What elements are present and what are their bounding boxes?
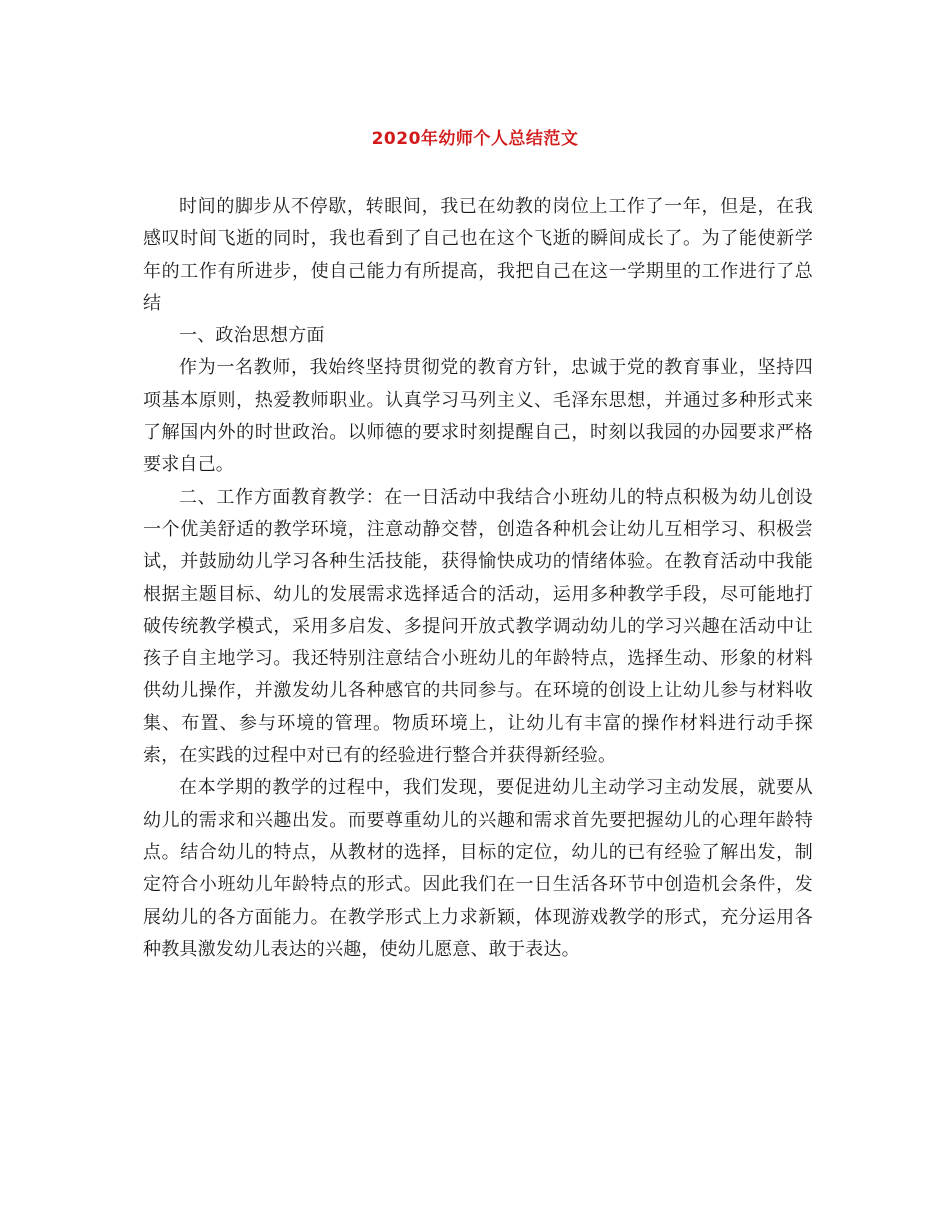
paragraph-work-teaching: 二、工作方面教育教学：在一日活动中我结合小班幼儿的特点积极为幼儿创设一个优美舒适的教学环境，注意动静交替，创造各种机会让幼儿互相学习、积极尝试，并鼓励幼儿学习各种生活技能，获得愉快成功的情绪体验。在教育活动中我能根据主题目标、幼儿的发展需求选择适合的活动，运用多种教学手段，尽可能地打破传统教学模式，采用多启发、多提问开放式教学调动幼儿的学习兴趣在活动中让孩子自主地学习。我还特别注意结合小班幼儿的年龄特点，选择生动、形象的材料供幼儿操作，并激发幼儿各种感官的共同参与。在环境的创设上让幼儿参与材料收集、布置、参与环境的管理。物质环境上，让幼儿有丰富的操作材料进行动手探索，在实践的过程中对已有的经验进行整合并获得新经验。: [143, 486, 813, 767]
paragraph-semester-reflection: 在本学期的教学的过程中，我们发现，要促进幼儿主动学习主动发展，就要从幼儿的需求和兴趣出发。而要尊重幼儿的兴趣和需求首先要把握幼儿的心理年龄特点。结合幼儿的特点，从教材的选择，目标的定位，幼儿的已有经验了解出发，制定符合小班幼儿年龄特点的形式。因此我们在一日生活各环节中创造机会条件，发展幼儿的各方面能力。在教学形式上力求新颖，体现游戏教学的形式，充分运用各种教具激发幼儿表达的兴趣，使幼儿愿意、敢于表达。: [143, 777, 813, 960]
document-body: [143, 191, 813, 966]
section-heading-politics: 一、政治思想方面: [179, 325, 325, 347]
paragraph-intro: 时间的脚步从不停歇，转眼间，我已在幼教的岗位上工作了一年，但是，在我感叹时间飞逝的同时，我也看到了自己也在这个飞逝的瞬间成长了。为了能使新学年的工作有所进步，使自己能力有所提高，我把自己在这一学期里的工作进行了总结: [143, 196, 813, 314]
paragraph-politics: 作为一名教师，我始终坚持贯彻党的教育方针，忠诚于党的教育事业，坚持四项基本原则，热爱教师职业。认真学习马列主义、毛泽东思想，并通过多种形式来了解国内外的时世政治。以师德的要求时刻提醒自己，时刻以我园的办园要求严格要求自己。: [143, 357, 813, 476]
document-title: 2020年幼师个人总结范文: [371, 129, 579, 149]
